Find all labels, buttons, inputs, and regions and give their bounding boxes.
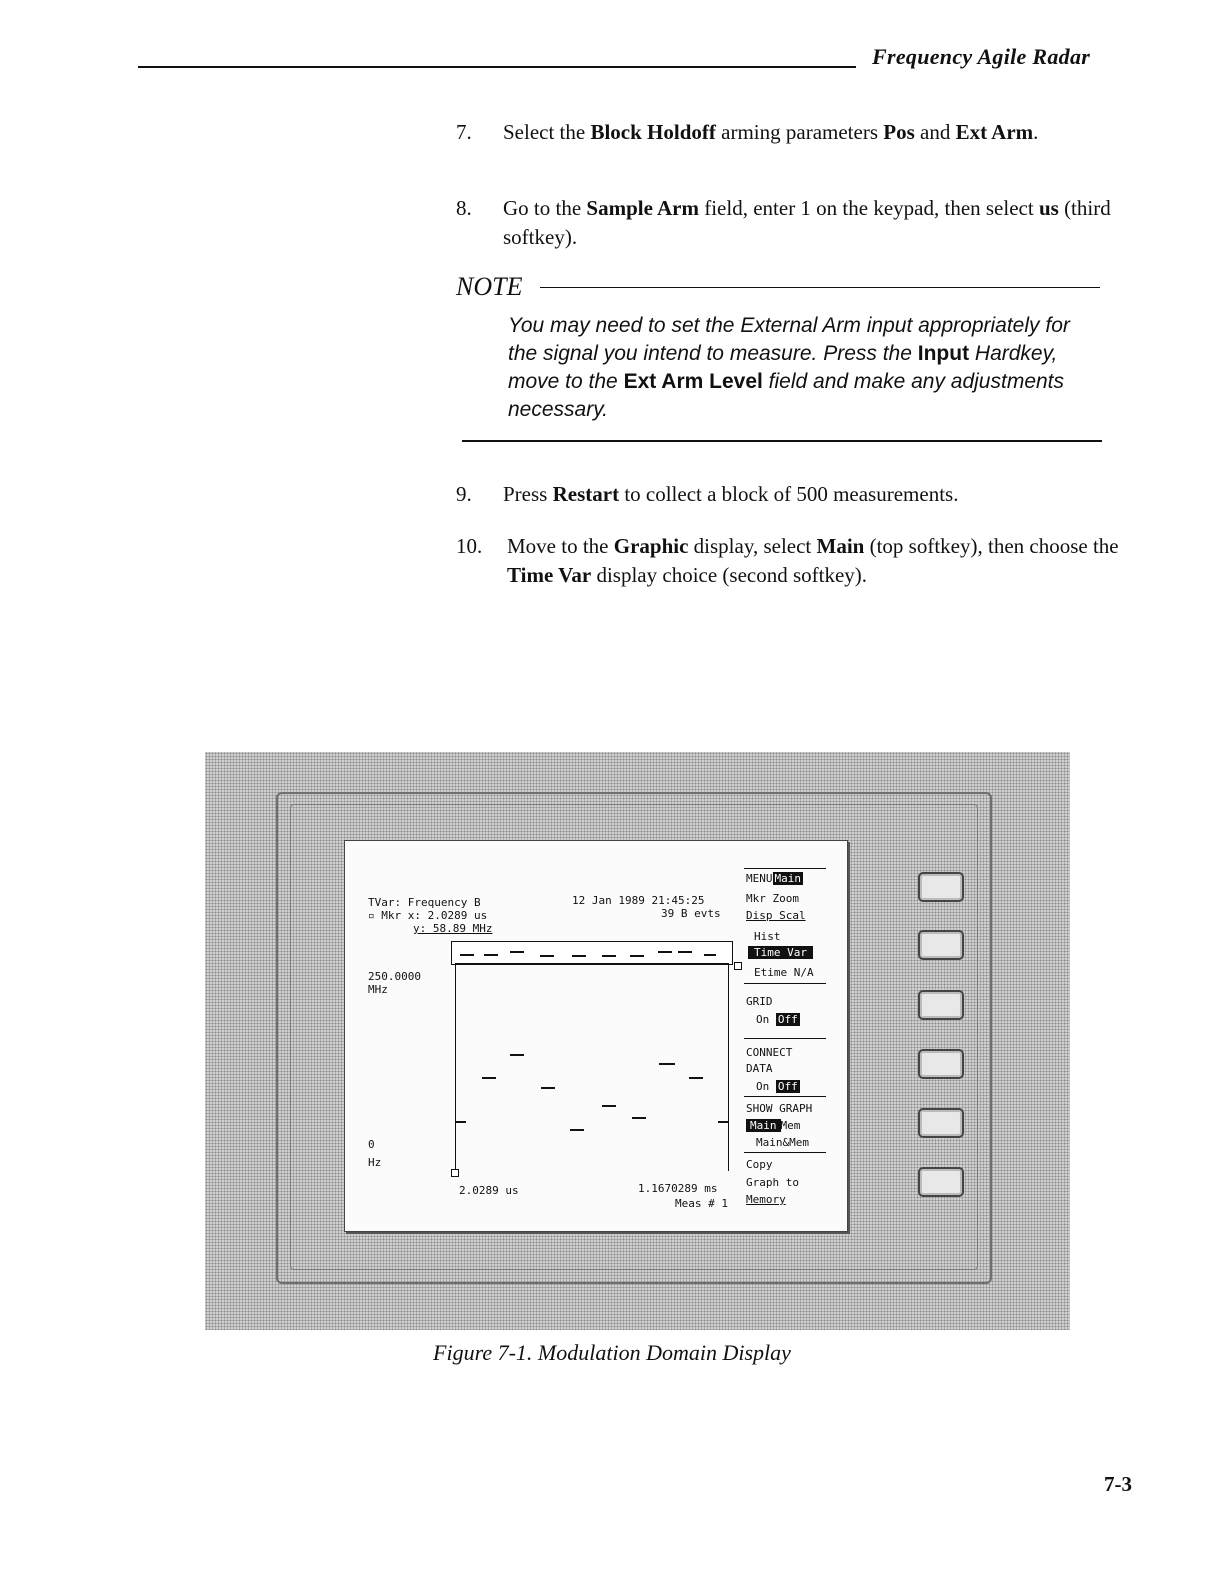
data-mark — [510, 1054, 524, 1056]
step-number: 10. — [456, 534, 483, 558]
data-mark — [689, 1077, 703, 1079]
softkey-show-graph[interactable]: Main Mem — [746, 1119, 826, 1132]
left-marker-box — [451, 1169, 459, 1177]
overview-mark — [602, 955, 616, 957]
overview-mark — [630, 955, 644, 957]
overview-mark — [704, 954, 716, 956]
trace-label: TVar: Frequency B — [368, 896, 481, 909]
overview-mark — [540, 955, 554, 957]
softkey-graph-to[interactable]: Graph to — [746, 1176, 799, 1189]
softkey-copy[interactable]: Copy — [746, 1158, 773, 1171]
time-variation-plot — [455, 963, 729, 1171]
overview-mark — [678, 951, 692, 953]
data-mark — [718, 1121, 728, 1123]
step-text: Press Restart to collect a block of 500 measurements. — [503, 482, 959, 506]
softkey-time-var[interactable]: Time Var — [748, 946, 828, 959]
hardware-softkey-4[interactable] — [918, 1049, 964, 1079]
softkey-grid-label: GRID — [746, 995, 773, 1008]
note-bottom-rule — [462, 440, 1102, 442]
softkey-show-graph-label: SHOW GRAPH — [746, 1102, 813, 1115]
overview-mark — [510, 951, 524, 953]
softkey-etime[interactable]: Etime N/A — [754, 966, 814, 979]
step-number: 9. — [456, 482, 472, 506]
overview-strip — [451, 941, 733, 965]
right-marker-box — [734, 962, 742, 970]
note-body: You may need to set the External Arm input appropriately for the signal you intend to measure. Press the Input Hardkey, move to the Ext Arm Level field and make any adjustments necessary. — [508, 314, 1070, 421]
step-text: Select the Block Holdoff arming parameters Pos and Ext Arm. — [503, 120, 1039, 144]
hardware-softkey-2[interactable] — [918, 930, 964, 960]
header-rule — [138, 66, 856, 68]
softkey-memory[interactable]: Memory — [746, 1193, 786, 1206]
step-number: 8. — [456, 196, 472, 220]
data-mark — [482, 1077, 496, 1079]
data-mark — [541, 1087, 555, 1089]
data-mark — [602, 1105, 616, 1107]
marker-y-readout: y: 58.89 MHz — [413, 922, 493, 935]
step-number: 7. — [456, 120, 472, 144]
overview-mark — [658, 951, 672, 953]
overview-mark — [572, 955, 586, 957]
y-axis-top-value: 250.0000 — [368, 970, 421, 983]
note-heading: NOTE — [456, 272, 523, 301]
page-number: 7-3 — [1104, 1472, 1132, 1496]
hardware-softkey-5[interactable] — [918, 1108, 964, 1138]
softkey-disp-scal[interactable]: Disp Scal — [746, 909, 806, 922]
hardware-softkey-6[interactable] — [918, 1167, 964, 1197]
x-axis-right-value: 1.1670289 ms — [638, 1182, 718, 1195]
x-axis-left-value: 2.0289 us — [459, 1184, 519, 1197]
event-count: 39 B evts — [661, 907, 721, 920]
step-text: Move to the Graphic display, select Main (top softkey), then choose the Time Var display choice (second softkey). — [507, 534, 1119, 587]
softkey-hist[interactable]: Hist — [754, 930, 781, 943]
overview-mark — [460, 954, 474, 956]
running-header: Frequency Agile Radar — [872, 44, 1091, 69]
data-mark — [456, 1121, 466, 1123]
overview-mark — [484, 954, 498, 956]
y-axis-bottom-value: 0 — [368, 1138, 375, 1151]
softkey-menu[interactable]: MENU Main — [746, 872, 801, 885]
softkey-main-mem[interactable]: Main&Mem — [756, 1136, 809, 1149]
step-text: Go to the Sample Arm field, enter 1 on the keypad, then select us (third softkey). — [503, 196, 1111, 249]
data-mark — [659, 1063, 675, 1065]
data-mark — [570, 1129, 584, 1131]
note-rule — [540, 287, 1100, 288]
softkey-mkr-zoom[interactable]: Mkr Zoom — [746, 892, 799, 905]
y-axis-bottom-unit: Hz — [368, 1156, 382, 1169]
marker-x-readout: ▫ Mkr x: 2.0289 us — [368, 909, 488, 922]
figure-caption: Figure 7-1. Modulation Domain Display — [433, 1340, 791, 1365]
hardware-softkey-1[interactable] — [918, 872, 964, 902]
measurement-number: Meas # 1 — [675, 1197, 728, 1210]
timestamp: 12 Jan 1989 21:45:25 — [572, 894, 705, 907]
softkey-data-label: DATA — [746, 1062, 773, 1075]
softkey-connect-data[interactable]: On Off — [756, 1080, 798, 1093]
data-mark — [632, 1117, 646, 1119]
y-axis-top-unit: MHz — [368, 983, 388, 996]
softkey-grid[interactable]: On Off — [756, 1013, 798, 1026]
softkey-connect-label: CONNECT — [746, 1046, 793, 1059]
hardware-softkey-3[interactable] — [918, 990, 964, 1020]
